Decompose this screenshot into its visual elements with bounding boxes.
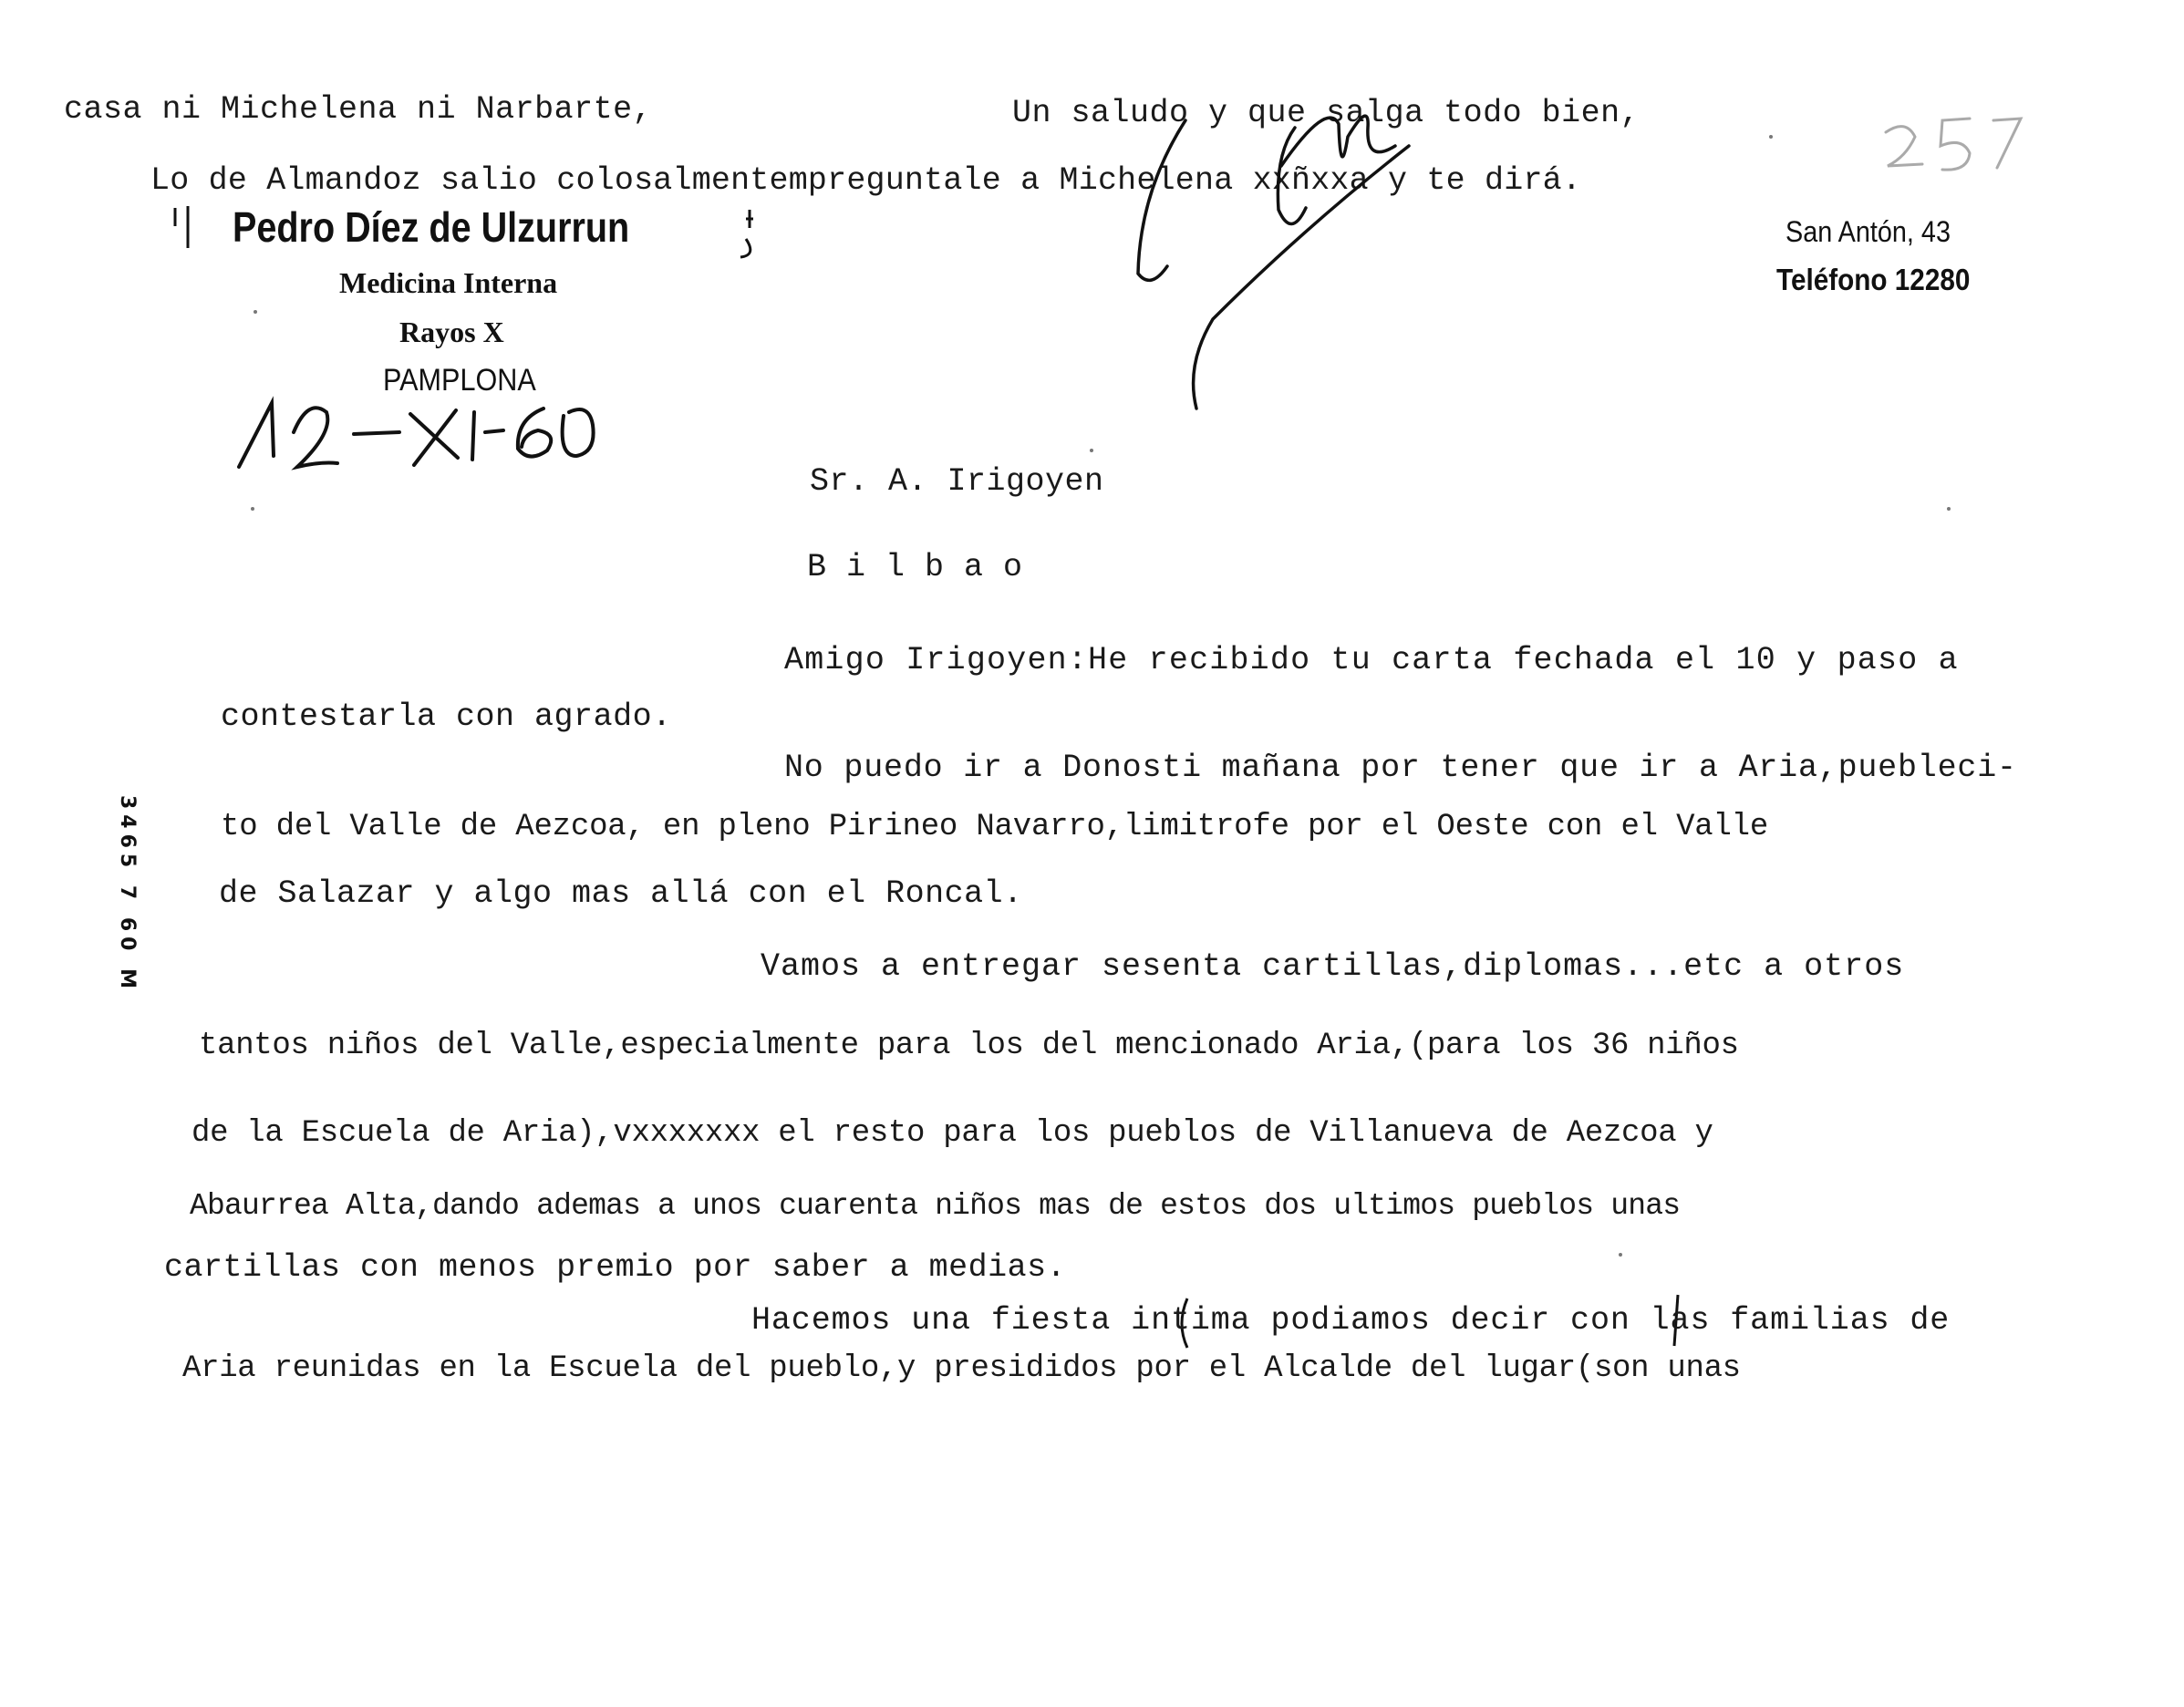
signature [1138, 116, 1409, 409]
body-line-12: Aria reunidas en la Escuela del pueblo,y presididos por el Alcalde del lugar(son unas [182, 1351, 1741, 1386]
scan-speck [1619, 1253, 1622, 1257]
scan-speck [254, 310, 257, 314]
letterhead-marks [175, 206, 753, 257]
recipient-name: Sr. A. Irigoyen [810, 463, 1104, 500]
handwritten-page-number [1886, 119, 2021, 170]
letterhead-city: PAMPLONA [383, 363, 536, 398]
handwritten-date [239, 403, 594, 467]
recipient-city: B i l b a o [807, 549, 1023, 585]
letterhead-phone: Teléfono 12280 [1776, 263, 1971, 296]
letterhead-name: Pedro Díez de Ulzurrun [233, 203, 630, 251]
body-line-10: cartillas con menos premio por saber a medias. [164, 1249, 1067, 1286]
postscript-line-1-right: Un saludo y que salga todo bien, [1012, 95, 1641, 131]
scan-speck [1769, 135, 1773, 139]
scan-speck [251, 507, 254, 511]
body-line-8: de la Escuela de Aria),vxxxxxxx el resto para los pueblos de Villanueva de Aezcoa y [191, 1116, 1713, 1151]
postscript-line-2: Lo de Almandoz salio colosalmentempreguntale a Michelena xxñxxa y te dirá. [150, 162, 1582, 199]
scan-speck [1947, 507, 1951, 511]
body-line-4: to del Valle de Aezcoa, en pleno Pirineo Navarro,limitrofe por el Oeste con el Valle [221, 810, 1769, 844]
body-line-6: Vamos a entregar sesenta cartillas,diplomas...etc a otros [761, 948, 1905, 985]
body-line-2: contestarla con agrado. [221, 698, 672, 735]
postscript-line-1-left: casa ni Michelena ni Narbarte, [64, 91, 653, 128]
scan-speck [1090, 449, 1093, 452]
body-line-11: Hacemos una fiesta intima podiamos decir con las familias de [751, 1302, 1951, 1339]
body-line-1: Amigo Irigoyen:He recibido tu carta fechada el 10 y paso a [784, 642, 1959, 678]
letterhead-specialty: Medicina Interna [339, 266, 558, 299]
body-line-3: No puedo ir a Donosti mañana por tener que ir a Aria,puebleci- [784, 750, 2017, 786]
letterhead-xray: Rayos X [399, 316, 504, 348]
letterhead-address: San Antón, 43 [1785, 215, 1951, 248]
body-line-9: Abaurrea Alta,dando ademas a unos cuarenta niños mas de estos dos ultimos pueblos unas [190, 1189, 1681, 1223]
margin-stamp: 3465 7 60 M [116, 795, 139, 995]
body-line-5: de Salazar y algo mas allá con el Roncal. [219, 875, 1023, 912]
body-line-7: tantos niños del Valle,especialmente para los del mencionado Aria,(para los 36 niños [199, 1029, 1739, 1063]
